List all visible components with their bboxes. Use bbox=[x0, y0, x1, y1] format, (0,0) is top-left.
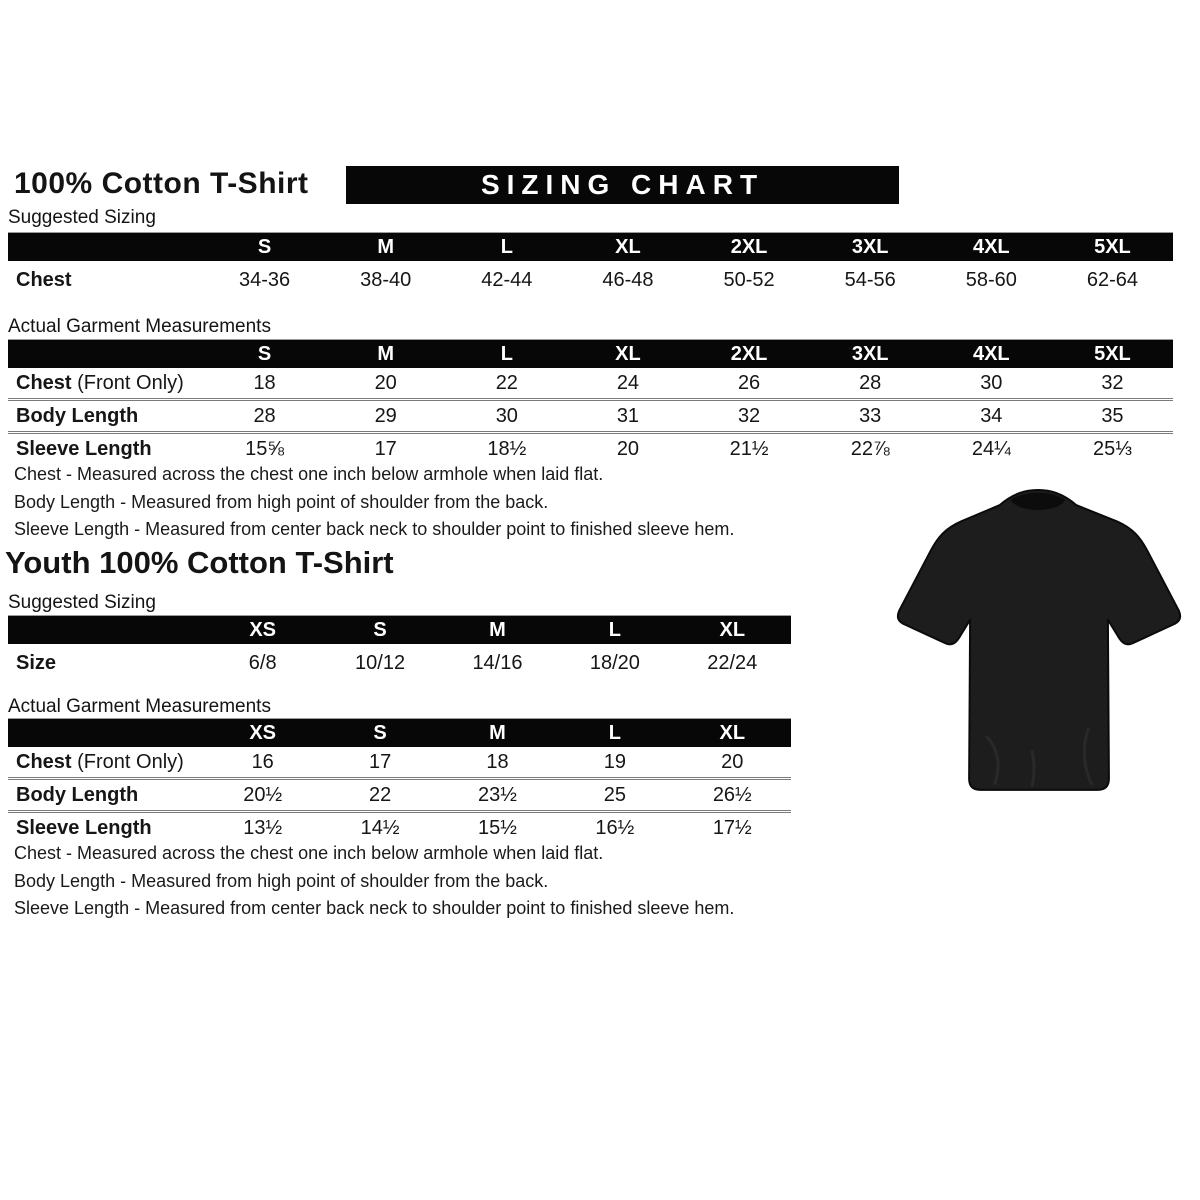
size-column-header: 5XL bbox=[1052, 233, 1173, 262]
measurement-cell: 31 bbox=[567, 400, 688, 433]
measurement-cell: 6/8 bbox=[248, 652, 277, 674]
measurement-cell: 32 bbox=[689, 400, 810, 433]
measurement-cell: 42-44 bbox=[481, 269, 533, 291]
measurement-cell: 34 bbox=[931, 400, 1052, 433]
adult-suggested-sizing-table bbox=[8, 232, 1173, 299]
size-column-header: L bbox=[446, 340, 567, 369]
measurement-row bbox=[8, 368, 1173, 400]
size-column-header: L bbox=[556, 616, 673, 645]
measurement-cell: 10/12 bbox=[355, 652, 406, 674]
size-column-header: S bbox=[321, 719, 438, 748]
youth-actual-measurements bbox=[8, 718, 791, 843]
measurement-cell: 50-52 bbox=[723, 269, 775, 291]
size-column-header: 5XL bbox=[1052, 340, 1173, 369]
size-column-header: 2XL bbox=[689, 233, 810, 262]
measurement-cell: 25 bbox=[556, 779, 673, 812]
measurement-row bbox=[8, 644, 791, 682]
corner-cell bbox=[8, 616, 204, 645]
corner-cell bbox=[8, 340, 204, 369]
youth-measurement-notes bbox=[14, 840, 734, 923]
adult-note-body-length: Body Length - Measured from high point of shoulder from the back. bbox=[14, 491, 549, 512]
page-title: 100% Cotton T-Shirt bbox=[14, 167, 309, 200]
measurement-cell: 17 bbox=[368, 751, 392, 773]
youth-section-title: Youth 100% Cotton T-Shirt bbox=[5, 545, 394, 580]
measurement-cell: 20 bbox=[374, 372, 397, 394]
measurement-cell: 28 bbox=[859, 372, 882, 394]
measurement-cell: 24¼ bbox=[931, 433, 1052, 465]
measurement-cell: 30 bbox=[980, 372, 1003, 394]
measurement-cell: 22 bbox=[321, 779, 438, 812]
measurement-cell: 26½ bbox=[674, 779, 791, 812]
youth-note-sleeve-length: Sleeve Length - Measured from center back neck to shoulder point to finished sleeve hem. bbox=[14, 898, 735, 918]
measurement-cell: 18½ bbox=[446, 433, 567, 465]
measurement-row bbox=[8, 433, 1173, 465]
adult-suggested-sizing bbox=[8, 232, 1173, 299]
size-column-header: L bbox=[556, 719, 673, 748]
youth-suggested-sizing-table bbox=[8, 615, 791, 682]
measurement-cell: 20½ bbox=[204, 779, 321, 812]
measurement-cell: 28 bbox=[204, 400, 325, 433]
size-column-header: XL bbox=[567, 233, 688, 262]
youth-actual-measurements-label: Actual Garment Measurements bbox=[8, 696, 271, 717]
size-column-header: 3XL bbox=[810, 340, 931, 369]
measurement-row bbox=[8, 400, 1173, 433]
size-column-header: M bbox=[325, 340, 446, 369]
adult-actual-measurements-label: Actual Garment Measurements bbox=[8, 316, 271, 337]
corner-cell bbox=[8, 719, 204, 748]
row-label: Chest (Front Only) bbox=[16, 751, 184, 773]
measurement-cell: 24 bbox=[616, 372, 640, 394]
tshirt-body-shape bbox=[898, 490, 1180, 790]
measurement-row bbox=[8, 261, 1173, 299]
measurement-cell: 18 bbox=[253, 372, 276, 394]
measurement-cell: 35 bbox=[1052, 400, 1173, 433]
size-column-header: XL bbox=[674, 616, 791, 645]
measurement-cell: 54-56 bbox=[844, 269, 896, 291]
measurement-cell: 21½ bbox=[689, 433, 810, 465]
measurement-cell: 38-40 bbox=[360, 269, 412, 291]
measurement-cell: 22/24 bbox=[707, 652, 758, 674]
measurement-cell: 25⅓ bbox=[1052, 433, 1173, 465]
measurement-cell: 22⅞ bbox=[810, 433, 931, 465]
measurement-cell: 14½ bbox=[321, 812, 438, 844]
size-column-header: XL bbox=[567, 340, 688, 369]
measurement-cell: 17½ bbox=[674, 812, 791, 844]
size-column-header: S bbox=[204, 233, 325, 262]
measurement-cell: 20 bbox=[721, 751, 744, 773]
measurement-cell: 19 bbox=[603, 751, 626, 773]
measurement-cell: 62-64 bbox=[1086, 269, 1139, 291]
measurement-cell: 22 bbox=[495, 372, 518, 394]
size-header-row bbox=[8, 616, 791, 645]
size-column-header: S bbox=[204, 340, 325, 369]
measurement-row bbox=[8, 747, 791, 779]
measurement-cell: 17 bbox=[325, 433, 446, 465]
measurement-cell: 20 bbox=[567, 433, 688, 465]
measurement-row bbox=[8, 812, 791, 844]
measurement-cell: 34-36 bbox=[238, 269, 291, 291]
row-label: Chest (Front Only) bbox=[16, 372, 184, 394]
size-column-header: 4XL bbox=[931, 233, 1052, 262]
size-column-header: 4XL bbox=[931, 340, 1052, 369]
size-column-header: L bbox=[446, 233, 567, 262]
size-header-row bbox=[8, 719, 791, 748]
youth-suggested-sizing bbox=[8, 615, 791, 682]
measurement-cell: 30 bbox=[446, 400, 567, 433]
measurement-cell: 13½ bbox=[204, 812, 321, 844]
size-column-header: XS bbox=[204, 719, 321, 748]
size-column-header: XS bbox=[204, 616, 321, 645]
youth-suggested-sizing-label: Suggested Sizing bbox=[8, 592, 156, 613]
measurement-cell: 15⅝ bbox=[204, 433, 325, 465]
measurement-cell: 14/16 bbox=[472, 652, 523, 674]
measurement-cell: 23½ bbox=[439, 779, 556, 812]
measurement-cell: 26 bbox=[737, 372, 761, 394]
measurement-row bbox=[8, 779, 791, 812]
measurement-cell: 16 bbox=[251, 751, 274, 773]
size-column-header: M bbox=[439, 719, 556, 748]
youth-note-chest: Chest - Measured across the chest one inch below armhole when laid flat. bbox=[14, 843, 604, 863]
size-column-header: 3XL bbox=[810, 233, 931, 262]
size-header-row bbox=[8, 233, 1173, 262]
row-label: Chest bbox=[16, 269, 72, 291]
adult-actual-measurements-table bbox=[8, 339, 1173, 464]
measurement-cell: 46-48 bbox=[602, 269, 654, 291]
measurement-cell: 58-60 bbox=[965, 269, 1017, 291]
tshirt-product-image bbox=[890, 487, 1186, 803]
sizing-chart-banner-label: SIZING CHART bbox=[480, 169, 765, 200]
size-column-header: S bbox=[321, 616, 438, 645]
measurement-cell: 18/20 bbox=[589, 652, 640, 674]
size-column-header: XL bbox=[674, 719, 791, 748]
row-label: Body Length bbox=[8, 400, 204, 433]
row-label: Sleeve Length bbox=[8, 812, 204, 844]
adult-suggested-sizing-label: Suggested Sizing bbox=[8, 207, 156, 228]
measurement-cell: 29 bbox=[325, 400, 446, 433]
row-label: Size bbox=[16, 652, 57, 674]
measurement-cell: 16½ bbox=[556, 812, 673, 844]
size-column-header: M bbox=[439, 616, 556, 645]
measurement-cell: 33 bbox=[810, 400, 931, 433]
sizing-chart-banner bbox=[346, 166, 899, 204]
size-column-header: M bbox=[325, 233, 446, 262]
row-label: Sleeve Length bbox=[8, 433, 204, 465]
measurement-cell: 18 bbox=[486, 751, 509, 773]
adult-measurement-notes bbox=[14, 461, 734, 544]
corner-cell bbox=[8, 233, 204, 262]
measurement-cell: 32 bbox=[1101, 372, 1124, 394]
adult-note-chest: Chest - Measured across the chest one inch below armhole when laid flat. bbox=[14, 464, 604, 484]
youth-note-body-length: Body Length - Measured from high point of shoulder from the back. bbox=[14, 870, 549, 891]
adult-actual-measurements bbox=[8, 339, 1173, 464]
size-header-row bbox=[8, 340, 1173, 369]
youth-actual-measurements-table bbox=[8, 718, 791, 843]
row-label: Body Length bbox=[8, 779, 204, 812]
size-column-header: 2XL bbox=[689, 340, 810, 369]
adult-note-sleeve-length: Sleeve Length - Measured from center back neck to shoulder point to finished sleeve hem. bbox=[14, 519, 735, 539]
measurement-cell: 15½ bbox=[439, 812, 556, 844]
